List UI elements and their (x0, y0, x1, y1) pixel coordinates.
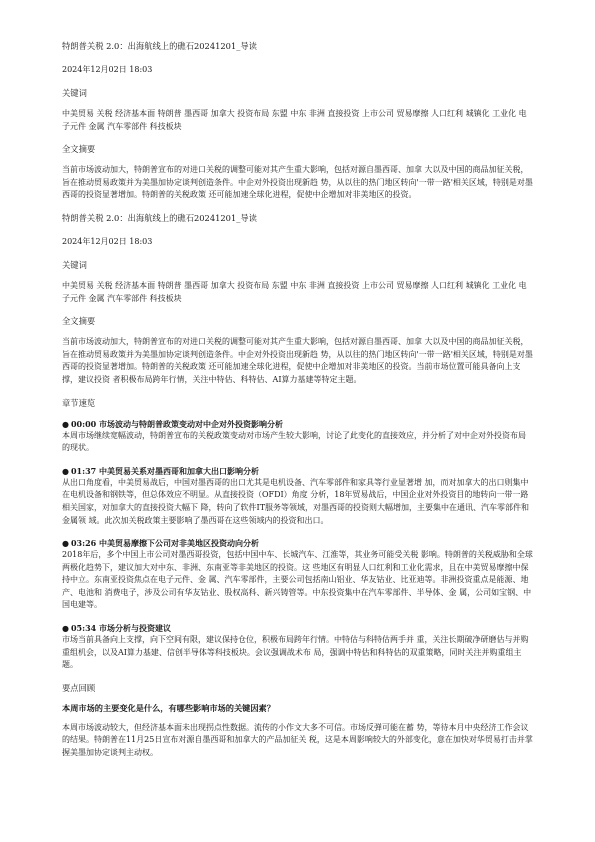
review-question: 本周市场的主要变化是什么，有哪些影响市场的关键因素？ (62, 702, 275, 713)
summary-heading: 全文摘要 (62, 144, 96, 155)
chapter-body: 本周市场继续宽幅波动，特朗普宣布的关税政策变动对市场产生较大影响，讨论了此变化的直接效应，并分析了对中企对外投资布局的现状。 (62, 430, 526, 453)
chapters-heading: 章节速览 (62, 397, 96, 408)
chapter-title (62, 418, 533, 430)
bullet-icon: ● (62, 418, 69, 429)
chapter-item (62, 622, 533, 672)
doc-date: 2024年12月02日 18:03 (62, 65, 153, 74)
review-heading: 要点回顾 (62, 682, 96, 693)
bullet-icon: ● (62, 623, 69, 634)
chapter-body: 从出口角度看，中美贸易战后，中国对墨西哥的出口尤其是电机设备、汽车零部件和家具等行业显著增 加，而对加拿大的出口则集中在电机设备和钢铁等，但总体效应不明显。从直接投资（OFDI）角度 分析，18年贸易战后，中国企业对外投资目的地转向一带一路相关国家，对加拿大的直接投资大幅下 降，转向了软件IT服务等领域，对墨西哥的投资则大幅增加，主要集中在通讯、汽车零部件和金属领 域。此次加关税政策主要影响了墨西哥在这些领域内的投资和出口。 (62, 477, 530, 525)
chapter-title-text: 01:37 中美贸易关系对墨西哥和加拿大出口影响分析 (70, 465, 259, 476)
summary-heading-repeat: 全文摘要 (62, 316, 96, 327)
chapter-item (62, 418, 533, 455)
doc-date-repeat: 2024年12月02日 18:03 (62, 236, 153, 246)
review-answer: 本周市场波动较大，但经济基本面未出现拐点性数据。流传的小作文大多不可信。市场反弹可能在蓄 势，等待本月中央经济工作会议的结果。特朗普在11月25日宣布对源自墨西哥和加拿大的产品加征关 税，这是本周影响较大的外部变化，意在加快对华贸易打击并掌握美墨加协定谈判主动权。 (62, 722, 533, 758)
keywords-text: 中美贸易 关税 经济基本面 特朗普 墨西哥 加拿大 投资布局 东盟 中东 非洲 直接投资 上市公司 贸易摩擦 人口红利 城镇化 工业化 电子元件 金属 汽车零部件 科技板块 (62, 109, 527, 131)
chapter-title (62, 465, 533, 477)
doc-title-repeat: 特朗普关税 2.0：出海航线上的礁石20241201_导读 (62, 212, 257, 223)
keywords-heading: 关键词 (62, 88, 87, 98)
chapter-body: 2018年后，多个中国上市公司对墨西哥投资，包括中国中车、长城汽车、江淮等，其业务可能受关税 影响。特朗普的关税威胁和全球两极化趋势下，建议加大对中东、非洲、东南亚等非美地区的投资。这 些地区有明显人口红利和工业化需求，且在中美贸易摩擦中保持中立。东南亚投资焦点在电子元件、金 属、汽车零部件，主要公司包括南山铝业、华友钴业、比亚迪等。非洲投资重点是能源、地产、电池和 消费电子，涉及公司有华友钴业、股权高科、新兴铸管等。中东投资集中在汽车零部件、半导体、金 属，公司如宝钢、中国电建等。 (62, 550, 533, 610)
bullet-icon: ● (62, 465, 69, 476)
summary-text: 当前市场波动加大，特朗普宣布的对进口关税的调整可能对其产生重大影响，包括对源自墨西哥、加拿 大以及中国的商品加征关税，旨在推动贸易政策并为美墨加协定谈判创造条件。中企对外投资出现新趋 势，从以往的热门地区转向'一带一路'相关区域，特别是对墨西哥的投资显著增加。特朗普的关税政策 还可能加速全球化进程，促使中企增加对非美地区的投资。 (62, 165, 533, 200)
bullet-icon: ● (62, 538, 69, 549)
chapter-title-text: 00:00 市场波动与特朗普政策变动对中企对外投资影响分析 (70, 418, 283, 429)
chapter-item (62, 537, 533, 612)
chapter-title (62, 622, 533, 634)
chapter-title (62, 537, 533, 549)
chapter-item (62, 465, 533, 527)
keywords-heading-repeat: 关键词 (62, 259, 87, 270)
chapter-title-text: 05:34 市场分析与投资建议 (70, 623, 171, 634)
keywords-text-repeat: 中美贸易 关税 经济基本面 特朗普 墨西哥 加拿大 投资布局 东盟 中东 非洲 直接投资 上市公司 贸易摩擦 人口红利 城镇化 工业化 电子元件 金属 汽车零部件 科技板块 (62, 280, 527, 303)
chapter-body: 市场当前具备向上支撑，向下空间有限，建议保持仓位，积极布局跨年行情。中特估与科特估两手并 重，关注长期破净研磨估与并购重组机会，以及AI算力基建、信创半导体等科技板块。会议强调战术布 局，强调中特估和科特估的双重策略，同时关注并购重组主题。 (62, 635, 529, 670)
doc-title: 特朗普关税 2.0：出海航线上的礁石20241201_导读 (62, 41, 257, 51)
summary-text-repeat: 当前市场波动加大，特朗普宣布的对进口关税的调整可能对其产生重大影响，包括对源自墨西哥、加拿 大以及中国的商品加征关税，旨在推动贸易政策并为美墨加协定谈判创造条件。中企对外投资出现新趋 势，从以往的热门地区转向'一带一路'相关区域，特别是对墨西哥的投资显著增加。特朗普的关税政策 还可能加速全球化进程，促使中企增加对非美地区的投资。当前市场位置可能具备向上支撑，建议投资 者积极布局跨年行情，关注中特估、科特估、AI算力基建等特定主题。 (62, 337, 533, 384)
chapter-title-text: 03:26 中美贸易摩擦下公司对非美地区投资动向分析 (70, 538, 259, 549)
